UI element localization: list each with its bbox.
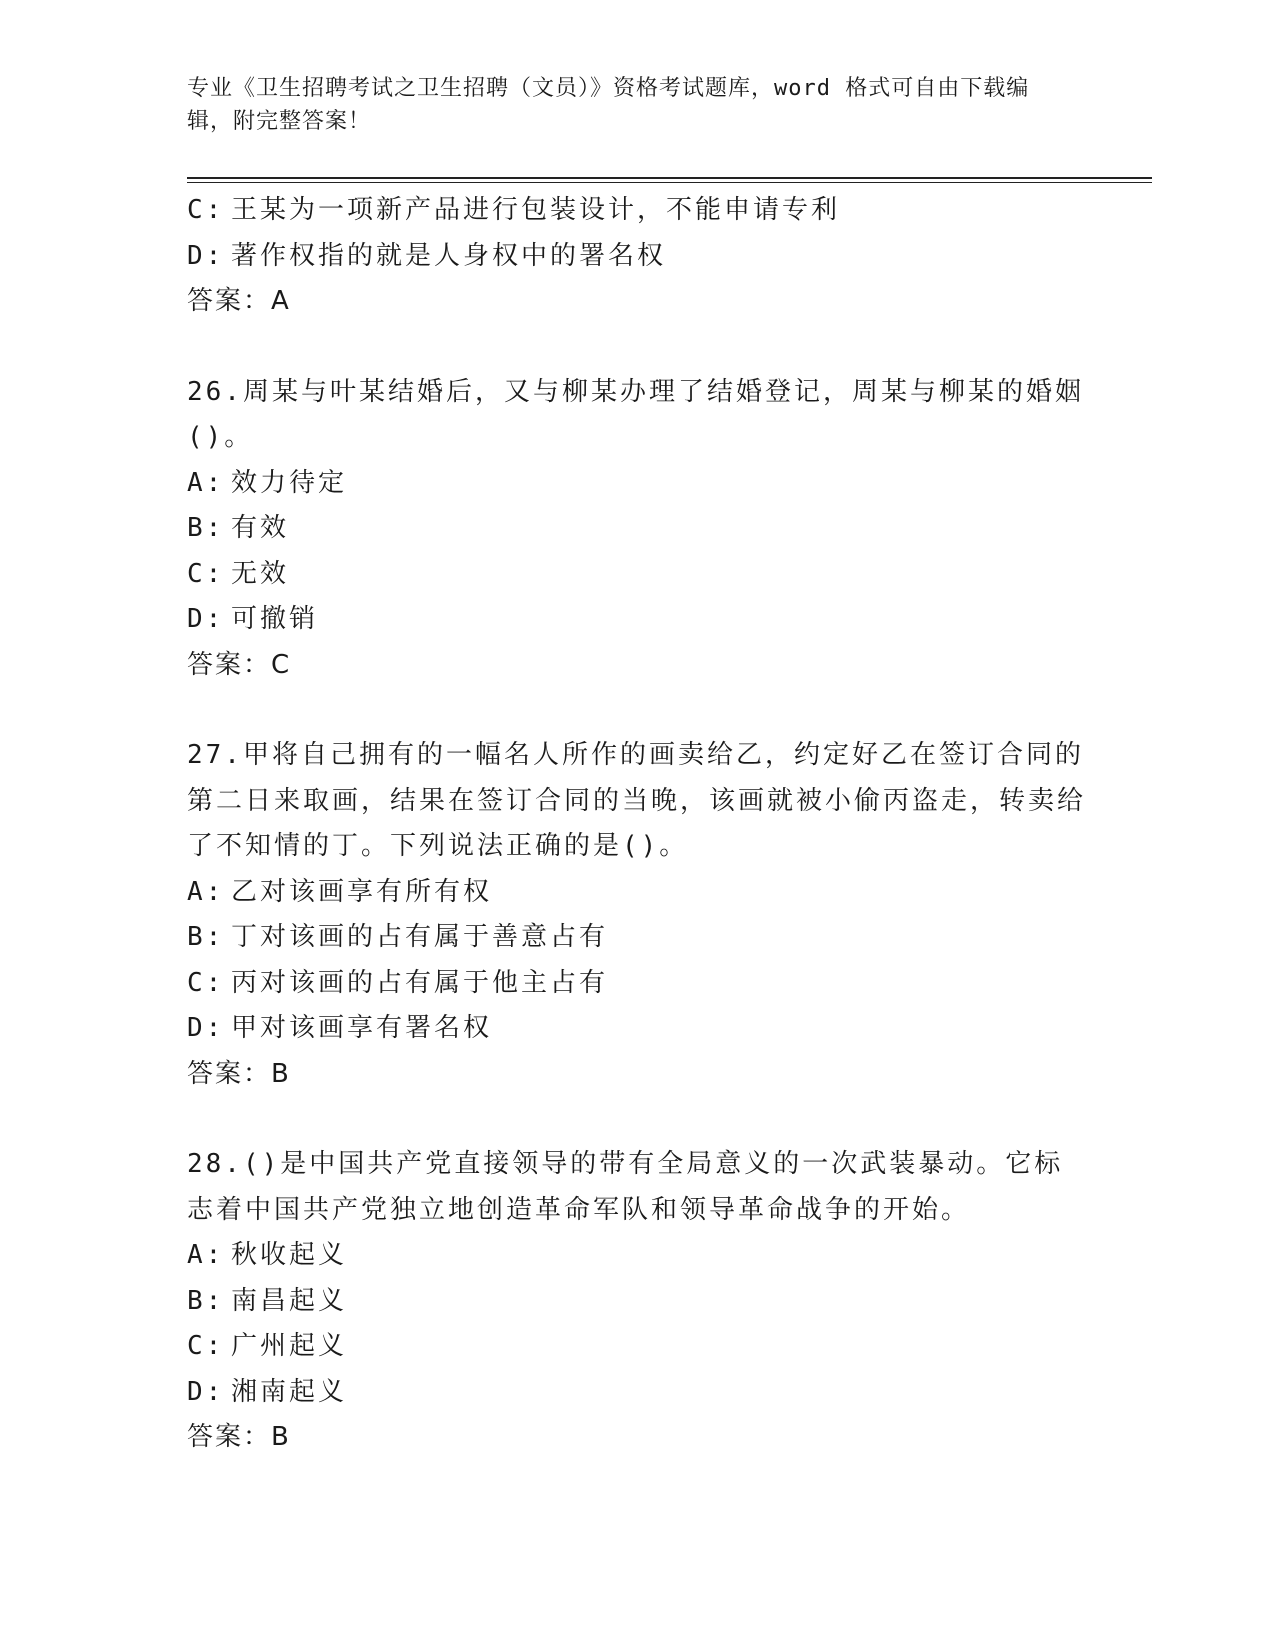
option-prefix: D: xyxy=(187,1013,225,1043)
option-c xyxy=(187,961,1087,1007)
header-title: 专业《卫生招聘考试之卫生招聘（文员）》资格考试题库，word 格式可自由下载编辑，附完整答案！ xyxy=(187,76,1030,134)
option-a xyxy=(187,461,1087,507)
header-divider-thick xyxy=(187,177,1152,179)
option-prefix: D: xyxy=(187,1376,225,1407)
answer-line: 答案：B xyxy=(187,1058,291,1089)
option-text: 可撤销 xyxy=(231,604,319,634)
option-text: 广州起义 xyxy=(231,1331,348,1361)
answer-line: 答案：C xyxy=(187,649,292,680)
option-prefix: B: xyxy=(187,513,225,543)
option-prefix: C: xyxy=(187,1331,225,1361)
option-text: 秋收起义 xyxy=(231,1240,348,1270)
option-text: 丁对该画的占有属于善意占有 xyxy=(231,922,609,952)
option-prefix: A: xyxy=(187,876,225,907)
option-text: 王某为一项新产品进行包装设计，不能申请专利 xyxy=(231,195,841,225)
option-prefix: B: xyxy=(187,1285,225,1316)
option-text: 乙对该画享有所有权 xyxy=(231,876,493,907)
question-text: 27.甲将自己拥有的一幅名人所作的画卖给乙，约定好乙在签订合同的第二日来取画，结果在签订合同的当晚，该画就被小偷丙盗走，转卖给了不知情的丁。下列说法正确的是()。 xyxy=(187,740,1087,861)
option-d xyxy=(187,597,1087,643)
option-text: 甲对该画享有署名权 xyxy=(231,1013,493,1043)
option-d xyxy=(187,1006,1087,1052)
document-header xyxy=(187,72,1067,138)
answer-line: 答案：B xyxy=(187,1422,291,1452)
question-27 xyxy=(187,733,1087,1097)
option-prefix: A: xyxy=(187,1240,225,1270)
option-text: 有效 xyxy=(231,513,290,543)
option-text: 无效 xyxy=(231,558,290,589)
option-prefix: D: xyxy=(187,604,225,634)
option-c xyxy=(187,1324,1087,1370)
option-prefix: A: xyxy=(187,467,225,498)
option-b xyxy=(187,1279,1087,1325)
question-text: 28.()是中国共产党直接领导的带有全局意义的一次武装暴动。它标志着中国共产党独立地创造革命军队和领导革命战争的开始。 xyxy=(187,1149,1064,1225)
option-d xyxy=(187,234,1087,280)
option-text: 丙对该画的占有属于他主占有 xyxy=(231,967,609,998)
option-b xyxy=(187,915,1087,961)
option-prefix: B: xyxy=(187,922,225,952)
answer-line: 答案：A xyxy=(187,286,291,316)
question-28 xyxy=(187,1142,1087,1461)
header-divider-thin xyxy=(187,182,1152,183)
question-26 xyxy=(187,370,1087,689)
document-content xyxy=(187,188,1087,1461)
option-text: 南昌起义 xyxy=(231,1285,348,1316)
option-c xyxy=(187,188,1087,234)
option-c xyxy=(187,552,1087,598)
option-text: 湘南起义 xyxy=(231,1376,348,1407)
option-text: 著作权指的就是人身权中的署名权 xyxy=(231,240,667,271)
question-text: 26.周某与叶某结婚后，又与柳某办理了结婚登记，周某与柳某的婚姻()。 xyxy=(187,376,1084,452)
option-b xyxy=(187,506,1087,552)
option-prefix: C: xyxy=(187,967,225,998)
option-a xyxy=(187,1233,1087,1279)
option-text: 效力待定 xyxy=(231,467,348,498)
partial-question xyxy=(187,188,1087,325)
option-prefix: C: xyxy=(187,558,225,589)
option-prefix: C: xyxy=(187,195,225,225)
option-d xyxy=(187,1370,1087,1416)
option-prefix: D: xyxy=(187,240,225,271)
option-a xyxy=(187,870,1087,916)
